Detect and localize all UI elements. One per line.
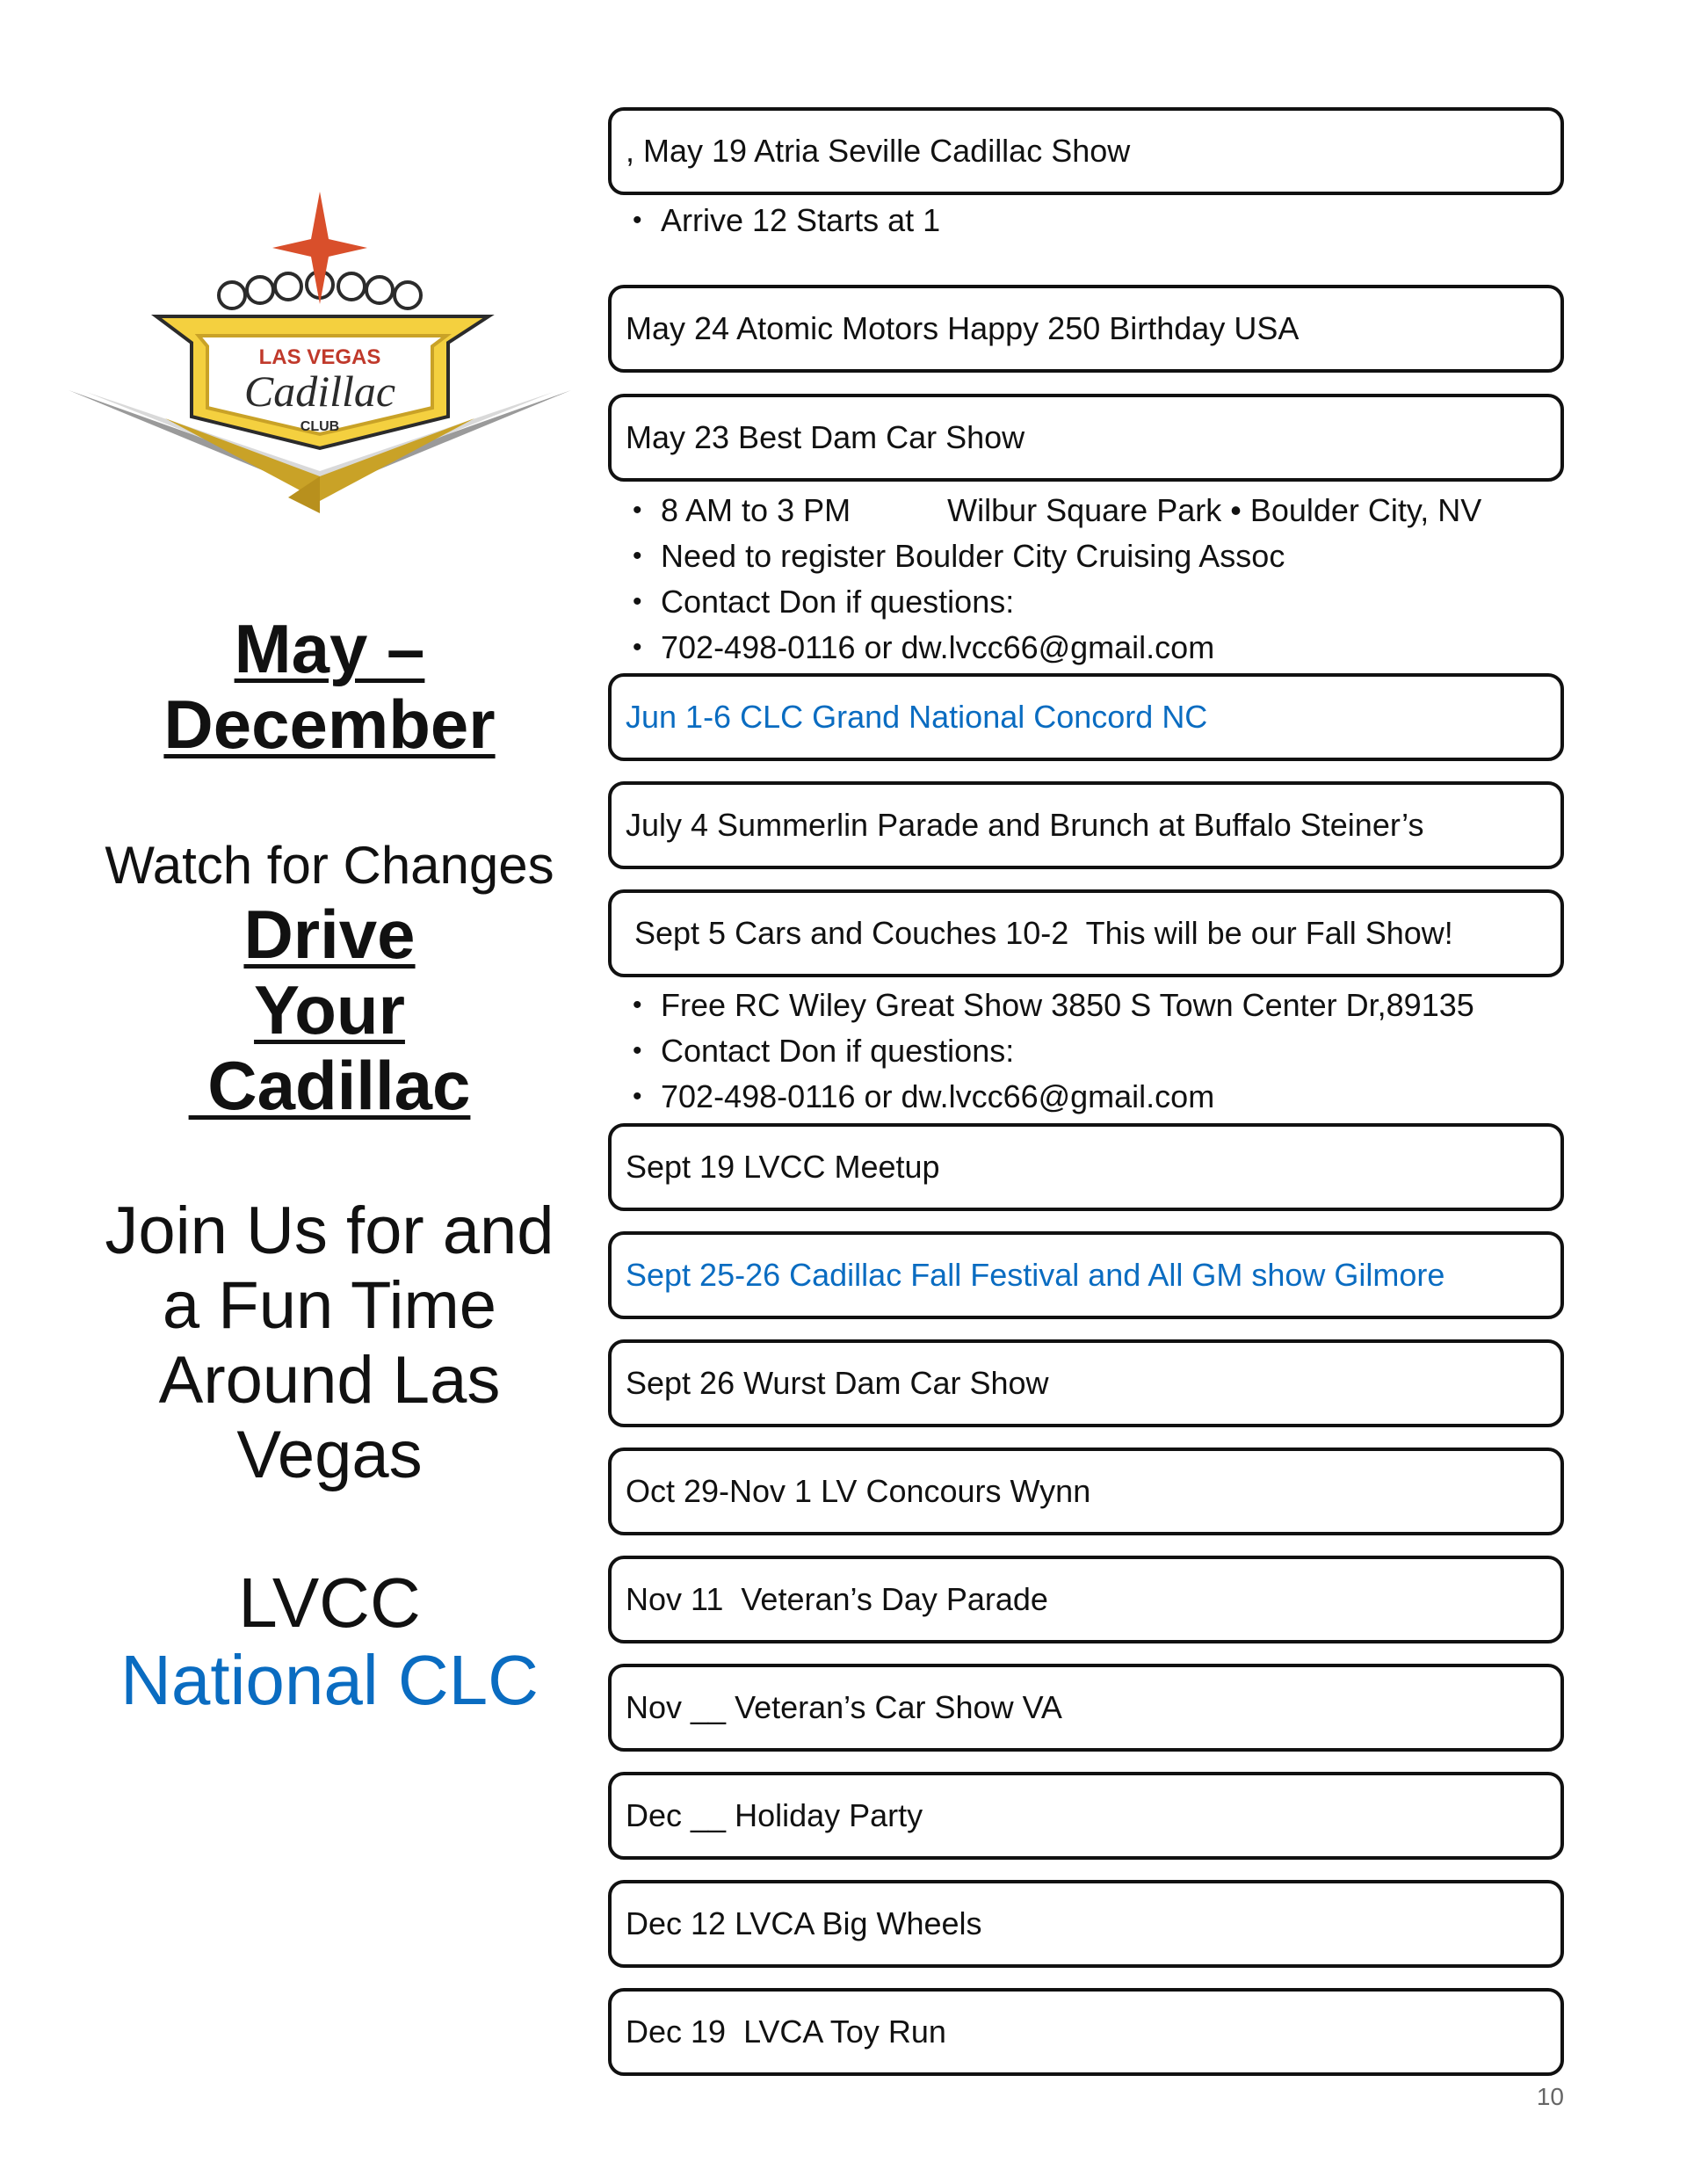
bullet-dot-icon: • xyxy=(633,496,642,525)
event-detail-text: Free RC Wiley Great Show 3850 S Town Center Dr,89135 xyxy=(661,987,1474,1023)
event-detail-item xyxy=(633,1028,1582,1074)
event-detail-item xyxy=(633,625,1582,671)
event-detail-text: Contact Don if questions: xyxy=(661,584,1015,620)
drive-your-cadillac-heading xyxy=(53,896,606,1123)
event-details xyxy=(633,983,1582,1120)
bullet-dot-icon: • xyxy=(633,633,642,662)
event-box: Sept 5 Cars and Couches 10-2 This will be our Fall Show! xyxy=(608,889,1564,977)
logo-top-text: LAS VEGAS xyxy=(258,345,381,369)
national-clc-label: National CLC xyxy=(120,1641,539,1719)
join-line: Around Las xyxy=(158,1343,501,1418)
event-detail-item xyxy=(633,198,1582,243)
event-detail-text: Arrive 12 Starts at 1 xyxy=(661,202,941,238)
join-line: a Fun Time xyxy=(162,1268,497,1343)
lvcc-label: LVCC xyxy=(238,1564,421,1642)
date-range-heading xyxy=(53,611,606,762)
event-detail-text: Contact Don if questions: xyxy=(661,1033,1015,1069)
join-line: Vegas xyxy=(236,1418,423,1492)
bullet-dot-icon: • xyxy=(633,587,642,616)
join-line: Join Us for and xyxy=(105,1194,554,1268)
event-box: May 24 Atomic Motors Happy 250 Birthday USA xyxy=(608,285,1564,373)
event-box: Sept 19 LVCC Meetup xyxy=(608,1123,1564,1211)
event-detail-item xyxy=(633,1074,1582,1120)
bullet-dot-icon: • xyxy=(633,206,642,235)
bullet-dot-icon: • xyxy=(633,541,642,570)
event-detail-text: 702-498-0116 or dw.lvcc66@gmail.com xyxy=(661,1078,1215,1114)
event-box: Nov 11 Veteran’s Day Parade xyxy=(608,1556,1564,1643)
event-box: Dec 12 LVCA Big Wheels xyxy=(608,1880,1564,1968)
logo-script-text: Cadillac xyxy=(243,366,396,416)
drive-line: Your xyxy=(254,971,405,1048)
event-detail-text: 8 AM to 3 PM Wilbur Square Park • Boulder City, NV xyxy=(661,492,1482,528)
event-detail-item xyxy=(633,579,1582,625)
heading-line: December xyxy=(163,686,496,763)
page-number: 10 xyxy=(1536,2083,1564,2110)
event-detail-text: Need to register Boulder City Cruising Assoc xyxy=(661,538,1285,574)
event-box: Nov __ Veteran’s Car Show VA xyxy=(608,1664,1564,1752)
event-details xyxy=(633,488,1582,671)
event-box: Dec __ Holiday Party xyxy=(608,1772,1564,1860)
event-box: July 4 Summerlin Parade and Brunch at Buffalo Steiner’s xyxy=(608,781,1564,869)
event-detail-item xyxy=(633,488,1582,533)
event-box: Sept 25-26 Cadillac Fall Festival and All GM show Gilmore xyxy=(608,1231,1564,1319)
bullet-dot-icon: • xyxy=(633,990,642,1019)
drive-line: Drive xyxy=(243,896,416,973)
logo-bottom-text: CLUB xyxy=(300,419,340,434)
bullet-dot-icon: • xyxy=(633,1036,642,1065)
event-box: May 23 Best Dam Car Show xyxy=(608,394,1564,482)
bullet-dot-icon: • xyxy=(633,1082,642,1111)
event-box: , May 19 Atria Seville Cadillac Show xyxy=(608,107,1564,195)
join-us-text xyxy=(53,1194,606,1492)
event-box: Sept 26 Wurst Dam Car Show xyxy=(608,1339,1564,1427)
heading-line: May – xyxy=(234,610,425,687)
drive-line: Cadillac xyxy=(188,1047,471,1124)
event-box: Dec 19 LVCA Toy Run xyxy=(608,1988,1564,2076)
las-vegas-cadillac-club-logo xyxy=(69,186,571,520)
event-box: Jun 1-6 CLC Grand National Concord NC xyxy=(608,673,1564,761)
watch-for-changes-text: Watch for Changes xyxy=(105,836,554,895)
event-detail-item xyxy=(633,533,1582,579)
event-detail-text: 702-498-0116 or dw.lvcc66@gmail.com xyxy=(661,629,1215,665)
event-details xyxy=(633,198,1582,243)
event-detail-item xyxy=(633,983,1582,1028)
event-box: Oct 29-Nov 1 LV Concours Wynn xyxy=(608,1448,1564,1535)
